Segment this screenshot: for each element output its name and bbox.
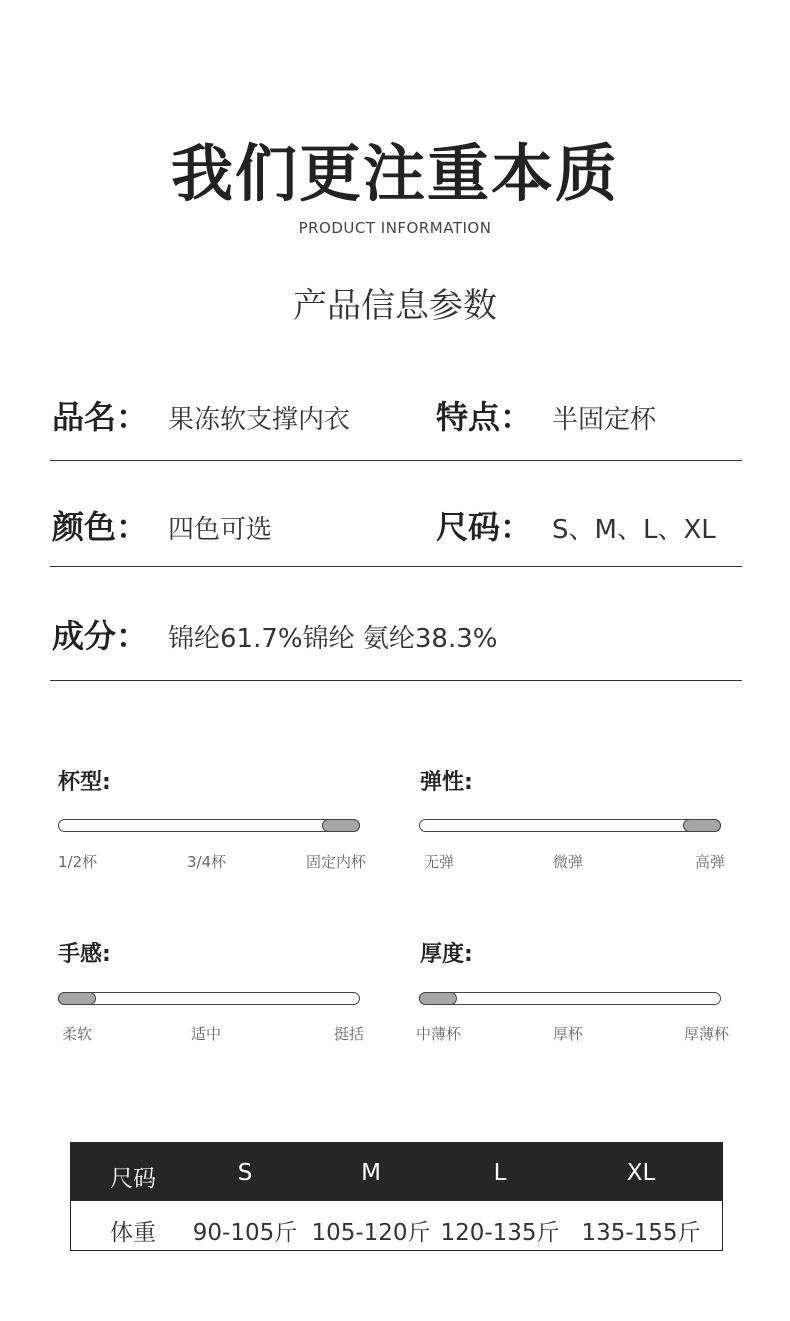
table-cell: 135-155斤	[581, 1220, 701, 1246]
tick-label: 厚薄杯	[684, 1025, 730, 1043]
attr-label-elasticity: 弹性:	[420, 770, 473, 795]
tick-label: 1/2杯	[58, 853, 98, 871]
field-feature	[436, 392, 656, 438]
tick-label: 微弹	[553, 853, 584, 871]
field-color	[52, 502, 272, 548]
table-cell: 体重	[110, 1220, 156, 1246]
table-cell: 105-120斤	[311, 1220, 431, 1246]
header-cell: S	[237, 1160, 253, 1186]
field-size	[436, 502, 716, 548]
field-value: 四色可选	[168, 515, 273, 545]
field-product-name	[52, 392, 350, 438]
field-key: 品名：	[52, 398, 149, 436]
page-title: 我们更注重本质	[170, 137, 619, 210]
size-table	[70, 1142, 723, 1251]
attr-label-feel: 手感:	[58, 942, 111, 967]
tick-label: 厚杯	[553, 1025, 584, 1043]
divider	[50, 460, 742, 461]
header-cell: XL	[626, 1160, 656, 1186]
attr-label-cup: 杯型:	[58, 770, 111, 795]
field-key: 成分：	[52, 617, 149, 655]
field-material	[52, 611, 497, 657]
field-value: 果冻软支撑内衣	[168, 405, 351, 435]
size-table-header	[71, 1143, 722, 1201]
cup-type-level	[322, 819, 360, 832]
page-subtitle: PRODUCT INFORMATION	[298, 219, 492, 237]
header-cell: M	[361, 1160, 381, 1186]
tick-label: 高弹	[695, 853, 726, 871]
elasticity-level	[683, 819, 721, 832]
header-cell: 尺码	[110, 1166, 156, 1192]
header-cell: L	[493, 1160, 507, 1186]
attr-label-thickness: 厚度:	[420, 942, 473, 967]
tick-label: 柔软	[62, 1025, 93, 1043]
tick-label: 3/4杯	[187, 853, 227, 871]
divider	[50, 680, 742, 681]
section-heading: 产品信息参数	[293, 286, 497, 326]
field-key: 尺码：	[436, 508, 533, 546]
table-cell: 120-135斤	[440, 1220, 560, 1246]
tick-label: 固定内杯	[306, 853, 367, 871]
field-key: 特点：	[436, 398, 533, 436]
thickness-track	[419, 992, 721, 1005]
feel-track	[58, 992, 360, 1005]
thickness-level	[419, 992, 457, 1005]
field-key: 颜色：	[52, 508, 149, 546]
field-value: 半固定杯	[552, 405, 657, 435]
elasticity-track	[419, 819, 721, 832]
divider	[50, 566, 742, 567]
field-value: S、M、L、XL	[552, 515, 716, 545]
field-value: 锦纶61.7%锦纶 氨纶38.3%	[168, 624, 498, 654]
tick-label: 无弹	[424, 853, 455, 871]
feel-level	[58, 992, 96, 1005]
table-cell: 90-105斤	[192, 1220, 298, 1246]
tick-label: 中薄杯	[416, 1025, 462, 1043]
tick-label: 适中	[191, 1025, 222, 1043]
tick-label: 挺括	[334, 1025, 365, 1043]
cup-type-track	[58, 819, 360, 832]
